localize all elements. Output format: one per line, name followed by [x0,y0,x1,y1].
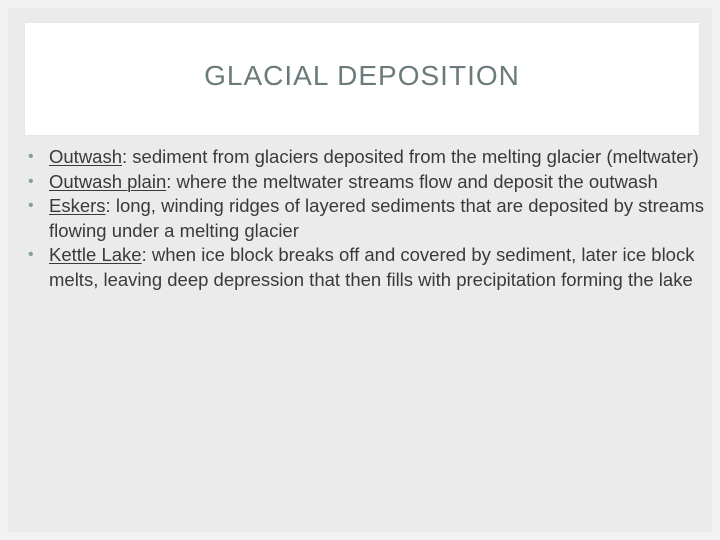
bullet-icon: • [28,197,34,215]
term-eskers: Eskers [49,195,106,217]
bullet-item-outwash [22,145,706,170]
definition-outwash-plain: where the meltwater streams flow and deposit the outwash [171,170,658,192]
bullet-list [22,145,706,293]
term-separator: : [166,170,172,192]
term-outwash-plain: Outwash plain [49,170,167,192]
bullet-icon: • [28,246,34,264]
slide [8,8,712,532]
definition-eskers: long, winding ridges of layered sediments that are deposited by streams flowing under a melting glacier [49,195,705,241]
term-separator: : [141,244,147,266]
term-outwash: Outwash [49,146,123,167]
definition-kettle-lake: when ice block breaks off and covered by sediment, later ice block melts, leaving deep depression that then fills with precipitation forming the lake [49,244,695,290]
term-kettle-lake: Kettle Lake [49,244,142,266]
bullet-item-eskers [22,194,706,243]
definition-outwash: sediment from glaciers deposited from the melting glacier (meltwater) [127,146,699,167]
bullet-icon: • [28,172,34,190]
bullet-item-kettle-lake [22,243,706,292]
bullet-item-outwash-plain [22,170,706,195]
title-box [24,22,700,136]
term-separator: : [122,146,128,167]
slide-title: GLACIAL DEPOSITION [204,60,520,91]
bullet-icon: • [28,148,34,165]
term-separator: : [105,195,111,217]
